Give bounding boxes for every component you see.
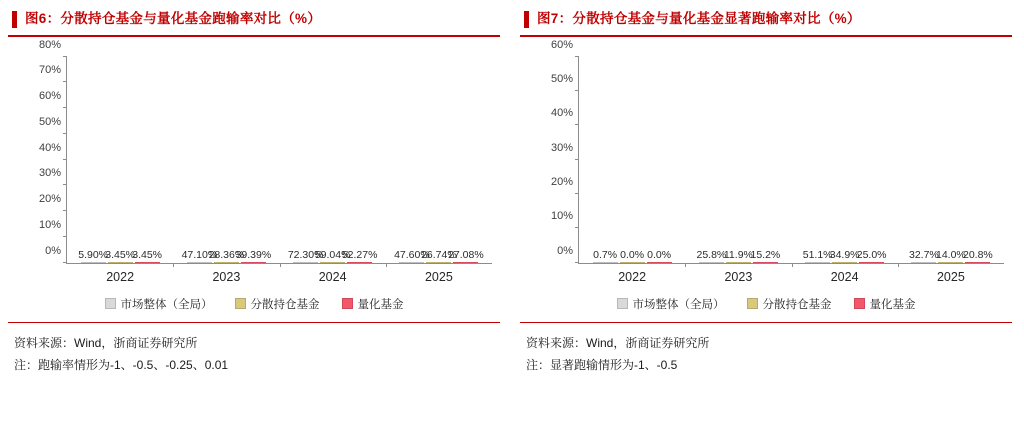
bar-value-label: 11.9% <box>723 248 753 261</box>
bar-group <box>579 57 685 284</box>
x-axis-tick-label: 2025 <box>936 269 965 284</box>
bar-value-label: 34.9% <box>829 248 860 261</box>
bar-value-label: 3.45% <box>132 248 163 261</box>
bar-fill <box>620 262 645 263</box>
bar-value-label: 0.0% <box>620 248 645 261</box>
legend-item[interactable] <box>617 296 725 312</box>
figure-7-title <box>537 10 861 28</box>
bar-value-label: 27.08% <box>448 248 484 261</box>
bar-value-label: 47.10% <box>181 248 218 261</box>
figure-7-plot <box>550 38 1004 284</box>
y-axis-tick-label: 30% <box>38 167 61 180</box>
legend-label: 市场整体（全局） <box>120 298 213 311</box>
x-axis-tick-mark <box>685 263 686 267</box>
legend-swatch <box>235 298 246 309</box>
bar-fill <box>699 262 724 263</box>
y-axis-tick-label: 80% <box>38 38 61 51</box>
y-axis-tick-label: 20% <box>38 193 61 205</box>
x-axis-tick-label: 2023 <box>212 269 241 284</box>
bar-value-label: 26.74% <box>421 248 457 261</box>
legend-label: 市场整体（全局） <box>632 298 725 311</box>
y-axis-tick-label: 0% <box>557 244 573 257</box>
bar-fill <box>214 262 239 263</box>
y-axis-tick-label: 30% <box>550 141 573 154</box>
x-axis-tick-mark <box>386 263 387 267</box>
bar-value-label: 47.60% <box>394 248 430 261</box>
bar-value-label: 32.7% <box>908 248 939 261</box>
bar-fill <box>241 262 266 263</box>
figure-6-plot <box>38 38 492 284</box>
x-axis-tick-label: 2024 <box>830 269 859 284</box>
figure-6-source: 资料来源：Wind，浙商证券研究所 <box>14 335 198 350</box>
figure-6-legend <box>8 296 500 320</box>
bar-value-label: 3.45% <box>105 248 136 261</box>
bar-value-label: 51.1% <box>802 248 833 261</box>
bar-group <box>792 57 898 284</box>
title-accent-bar <box>12 11 17 28</box>
bar-value-label: 28.36% <box>208 248 245 261</box>
bar-fill <box>347 262 372 263</box>
figure-7-header <box>520 10 1012 35</box>
legend-item[interactable] <box>235 296 320 312</box>
figure-7-title-text: 分散持仓基金与量化基金显著跑输率对比（%） <box>572 11 861 26</box>
figure-6-note: 注：跑输率情形为-1、-0.5、-0.25、0.01 <box>14 357 229 372</box>
legend-swatch <box>617 298 628 309</box>
bar-value-label: 5.90% <box>78 248 109 261</box>
y-axis-tick-label: 50% <box>38 115 61 128</box>
x-axis-tick-mark <box>898 263 899 267</box>
bar-group <box>685 57 791 284</box>
legend-swatch <box>342 298 353 309</box>
figure-7-legend <box>520 296 1012 320</box>
bar-value-label: 25.8% <box>696 248 727 261</box>
figure-7-source: 资料来源：Wind，浙商证券研究所 <box>526 335 710 350</box>
figure-7-label: 图7： <box>537 11 573 26</box>
y-axis-tick-label: 40% <box>38 141 61 154</box>
bar-fill <box>135 262 160 263</box>
bar-fill <box>832 262 857 263</box>
y-axis-tick-label: 50% <box>550 72 573 85</box>
x-axis-tick-mark <box>173 263 174 267</box>
figure-6-label: 图6： <box>25 11 61 26</box>
bar-value-label: 0.7% <box>593 248 618 261</box>
bar-fill <box>187 262 212 263</box>
legend-label: 分散持仓基金 <box>250 298 320 311</box>
bar-fill <box>593 262 618 263</box>
bar-fill <box>647 262 672 263</box>
bar-value-label: 59.04% <box>314 248 351 261</box>
legend-swatch <box>854 298 865 309</box>
figure-6-title-text: 分散持仓基金与量化基金跑输率对比（%） <box>60 11 322 26</box>
legend-item[interactable] <box>854 296 916 312</box>
y-axis-tick-label: 40% <box>550 107 573 120</box>
x-axis-tick-mark <box>280 263 281 267</box>
bar-fill <box>911 262 936 263</box>
bar-value-label: 0.0% <box>647 248 672 261</box>
y-axis-tick-label: 20% <box>550 175 573 188</box>
y-axis-tick-label: 70% <box>38 64 61 77</box>
figure-7-footnotes <box>520 323 1012 376</box>
x-axis-tick-label: 2025 <box>424 269 453 284</box>
bar-value-label: 15.2% <box>750 248 781 261</box>
y-axis-tick-label: 0% <box>45 244 61 257</box>
y-axis-tick-label: 10% <box>550 210 573 223</box>
legend-item[interactable] <box>105 296 213 312</box>
bar-value-label: 72.30% <box>287 248 324 261</box>
bar-group <box>898 57 1004 284</box>
bar-value-label: 20.8% <box>962 248 993 261</box>
figure-6-header <box>8 10 500 35</box>
figure-6-title <box>25 10 321 28</box>
figure-6-top-rule <box>8 35 500 37</box>
legend-label: 量化基金 <box>869 298 916 311</box>
bar-fill <box>938 262 963 263</box>
bar-value-label: 39.39% <box>235 248 272 261</box>
figure-7-chart <box>520 38 1012 292</box>
bar-fill <box>320 262 345 263</box>
x-axis-tick-label: 2022 <box>618 269 647 284</box>
bar-fill <box>965 262 990 263</box>
legend-label: 量化基金 <box>357 298 404 311</box>
legend-swatch <box>105 298 116 309</box>
y-axis-tick-label: 10% <box>38 218 61 231</box>
figure-7-top-rule <box>520 35 1012 37</box>
bar-value-label: 14.0% <box>935 248 966 261</box>
legend-swatch <box>747 298 758 309</box>
figure-panel-6 <box>8 10 500 430</box>
figure-6-footnotes <box>8 323 500 376</box>
figure-7-note: 注：显著跑输情形为-1、-0.5 <box>526 357 678 372</box>
figure-6-chart <box>8 38 500 292</box>
bar-group <box>67 57 173 284</box>
bar-group <box>280 57 386 284</box>
bar-value-label: 52.27% <box>341 248 378 261</box>
bar-group <box>386 57 492 284</box>
bar-fill <box>293 262 318 263</box>
y-axis-tick-label: 60% <box>550 38 573 51</box>
bar-value-label: 25.0% <box>856 248 887 261</box>
bar-fill <box>399 262 424 263</box>
bar-fill <box>753 262 778 263</box>
bar-fill <box>108 262 133 263</box>
x-axis-tick-mark <box>792 263 793 267</box>
figure-panel-7 <box>520 10 1012 430</box>
legend-item[interactable] <box>342 296 404 312</box>
bar-fill <box>859 262 884 263</box>
title-accent-bar <box>524 11 529 28</box>
bar-fill <box>81 262 106 263</box>
bar-fill <box>453 262 478 263</box>
x-axis-tick-label: 2024 <box>318 269 347 284</box>
bar-fill <box>426 262 451 263</box>
bar-group <box>173 57 279 284</box>
bar-fill <box>805 262 830 263</box>
x-axis-tick-label: 2023 <box>724 269 753 284</box>
x-axis-tick-label: 2022 <box>106 269 135 284</box>
y-axis-tick-label: 60% <box>38 90 61 102</box>
bar-fill <box>726 262 751 263</box>
legend-label: 分散持仓基金 <box>762 298 832 311</box>
legend-item[interactable] <box>747 296 832 312</box>
